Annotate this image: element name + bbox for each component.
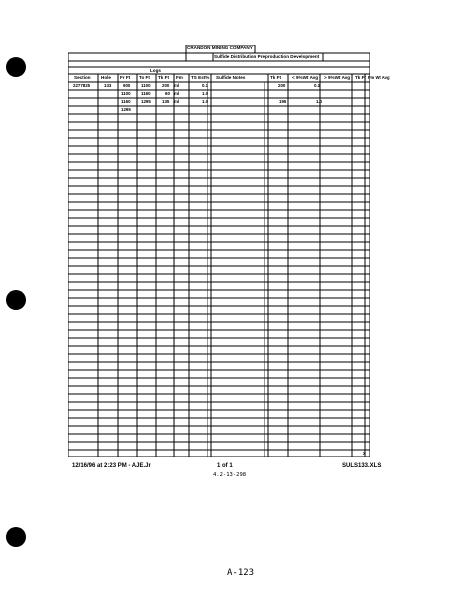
cell-fm: ml (174, 99, 180, 104)
col-header-to-ft: To Ft (139, 75, 150, 80)
cell-fr-ft: 1295 (121, 107, 131, 112)
col-header-gt9-avg: > 9%Wt Avg (324, 75, 351, 80)
sheet-subtitle: Sulfide Distribution Preproduction Development (214, 54, 320, 59)
company-title: CRANDON MINING COMPANY (187, 45, 253, 50)
col-header-fr-ft: Fr Ft (120, 75, 131, 80)
cell-tk-ft: 60 (165, 91, 170, 96)
page-number: A-123 (227, 568, 255, 578)
col-header-ts-est: TS Est% (191, 75, 210, 80)
col-header-fm: Fm (176, 75, 183, 80)
logs-group-label: Logs (150, 68, 161, 73)
col-header-tk-ft: Tk Ft (158, 75, 169, 80)
cell-ts-est: 0.1 (202, 83, 209, 88)
cell-fr-ft: 1160 (121, 99, 131, 104)
cell-tk-ft-2: 200 (278, 83, 286, 88)
cell-fr-ft: 1100 (121, 91, 131, 96)
cell-tk-ft: 135 (162, 99, 170, 104)
punch-hole-bottom (6, 527, 26, 547)
spreadsheet (68, 45, 390, 457)
col-header-section: Section (74, 75, 91, 80)
cell-section: 2277825 (73, 83, 91, 88)
col-header-sulfide-notes: Sulfide Notes (216, 75, 246, 80)
cell-to-ft: 1160 (141, 91, 151, 96)
cell-fm: ml (174, 91, 180, 96)
cell-to-ft: 1100 (141, 83, 151, 88)
punch-hole-middle (6, 290, 26, 310)
footer-reference: 4.2-13-298 (213, 472, 247, 478)
col-header-hole: Hole (101, 75, 111, 80)
col-header-tk-ft-2: Tk Ft (270, 75, 281, 80)
spreadsheet-grid (68, 45, 370, 457)
cell-ts-est: 1.0 (202, 99, 209, 104)
col-header-fm-wt-avg: Fm Wt Avg (368, 75, 390, 80)
cell-to-ft: 1295 (141, 99, 151, 104)
cell-tk-ft-2: 195 (279, 99, 287, 104)
cell-fm: ml (174, 83, 180, 88)
cell-lt9-avg: 1.0 (316, 99, 323, 104)
corner-mark: x (363, 451, 366, 457)
punch-hole-top (6, 57, 26, 77)
col-header-lt9-avg: < 9%Wt Avg (292, 75, 319, 80)
footer-timestamp: 12/16/96 at 2:23 PM - AJE.Jr (72, 463, 151, 469)
col-header-tk-ft-3: Tk Ft (355, 75, 366, 80)
footer-page-count: 1 of 1 (217, 463, 233, 469)
cell-tk-ft: 200 (162, 83, 170, 88)
cell-ts-est: 1.0 (202, 91, 209, 96)
footer-filename: SULS133.XLS (342, 463, 382, 469)
cell-fr-ft: 900 (123, 83, 131, 88)
cell-lt9-avg: 0.1 (314, 83, 321, 88)
cell-hole: 133 (104, 83, 112, 88)
